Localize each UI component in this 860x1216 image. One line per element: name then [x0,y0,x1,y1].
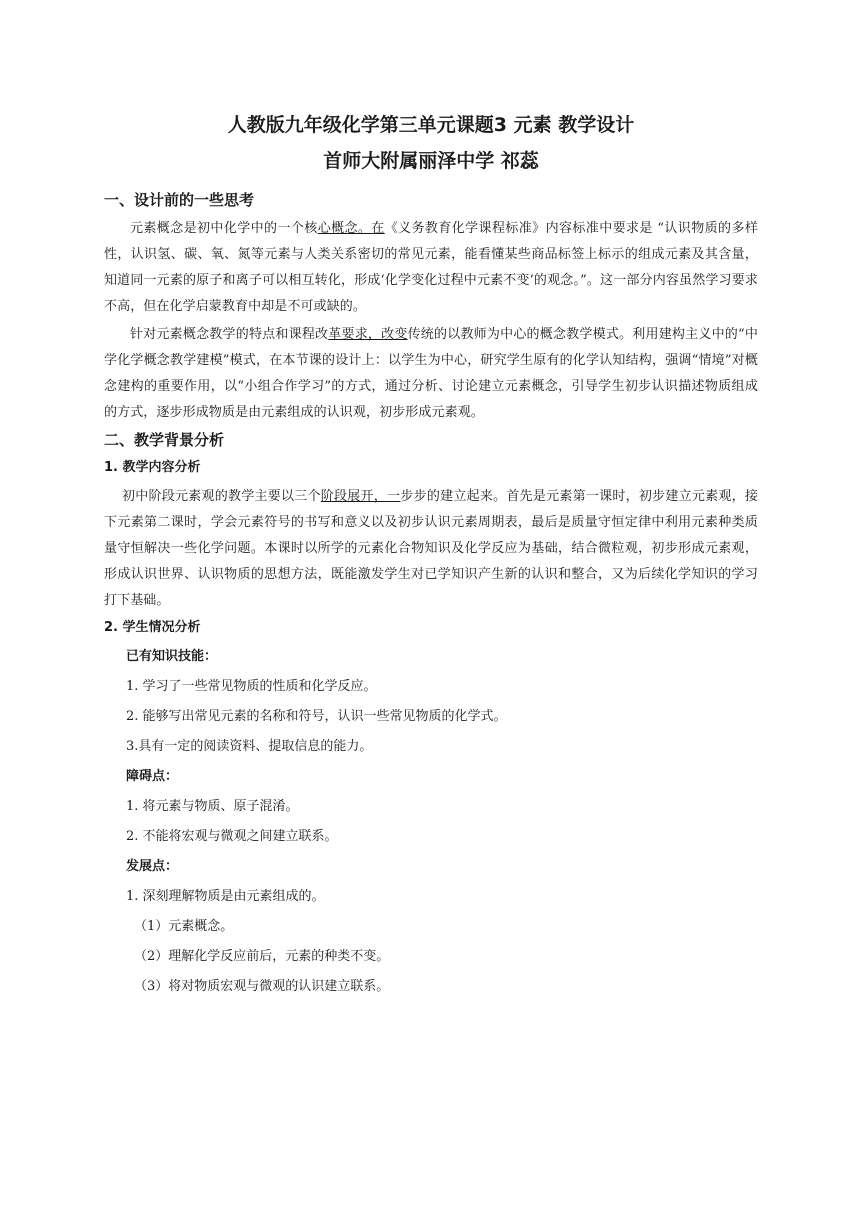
text-run: 步步的建立起来。首先是元素第一课时，初步建立元素观，接下元素第二课时，学会元素符号的书写和意义以及初步认识元素周期表，最后是质量守恒定律中利用元素种类质量守恒解决一些化学问题。本课时以所学的元素化合物知识及化学反应为基础，结合微粒观，初步形成元素观，形成认识世界、认识物质的思想方法，既能激发学生对已学知识产生新的认识和整合，又为后续化学知识的学习打下基础。 [104,489,758,608]
development-label: 发展点： [126,859,179,874]
text-run: 传统的以教师为中心的概念教学模式。利用建构主义中的“中学化学概念教学建模”模式，在本节课的设计上：以学生为中心，研究学生原有的化学认知结构，强调“情境”对概念建构的重要作用，以“小组合作学习”的方式，通过分析、讨论建立元素概念，引导学生初步认识描述物质组成的方式，逐步形成物质是由元素组成的认识观，初步形成元素观。 [104,327,758,420]
text-run: 针对元素概念教学的特点和课程改 [130,327,329,342]
underlined-text: 心概念。在 [317,221,385,236]
section-2-heading: 二、教学背景分析 [104,431,225,449]
document-title: 人教版九年级化学第三单元课题3 元素 教学设计 [227,114,635,136]
text-run: 元素概念是初中化学中的一个核 [130,221,318,236]
underlined-text: 革要求，改变 [328,327,408,342]
section-1-heading: 一、设计前的一些思考 [104,191,255,209]
list-item: 3.具有一定的阅读资料、提取信息的能力。 [126,739,373,754]
known-skills-label: 已有知识技能： [126,649,218,664]
list-item: 1. 将元素与物质、原子混淆。 [126,799,299,814]
text-run: 《义务教育化学课程标准》内容标准中要求是 “认识物质的多样性，认识氢、碳、氧、氮等元素与人类关系密切的常见元素，能看懂某些商品标签上标示的组成元素及其含量，知道同一元素的原子和离子可以相互转化，形成‘化学变化过程中元素不变’的观念。”。这一部分内容虽然学习要求不高，但在化学启蒙教育中却是不可或缺的。 [104,221,758,314]
text-run: 初中阶段元素观的教学主要以三个 [122,489,321,504]
list-item: 2. 能够写出常见元素的名称和符号，认识一些常见物质的化学式。 [126,709,507,724]
document-subtitle: 首师大附属丽泽中学 祁蕊 [323,150,539,172]
list-item: 2. 不能将宏观与微观之间建立联系。 [126,829,338,844]
document-page [104,110,758,1004]
list-item: （1）元素概念。 [134,919,234,934]
underlined-text: 阶段展开，一 [320,489,401,504]
list-item: 1. 学习了一些常见物质的性质和化学反应。 [126,679,377,694]
content-analysis-paragraph [104,484,758,614]
list-item: （2）理解化学反应前后，元素的种类不变。 [134,949,390,964]
obstacles-label: 障碍点： [126,769,179,784]
section-1-paragraph-2 [104,322,758,426]
list-item: （3）将对物质宏观与微观的认识建立联系。 [134,979,390,994]
subsection-content-analysis: 1. 教学内容分析 [104,460,201,475]
subsection-student-analysis: 2. 学生情况分析 [104,620,201,635]
list-item: 1. 深刻理解物质是由元素组成的。 [126,889,325,904]
section-1-paragraph-1 [104,216,758,320]
